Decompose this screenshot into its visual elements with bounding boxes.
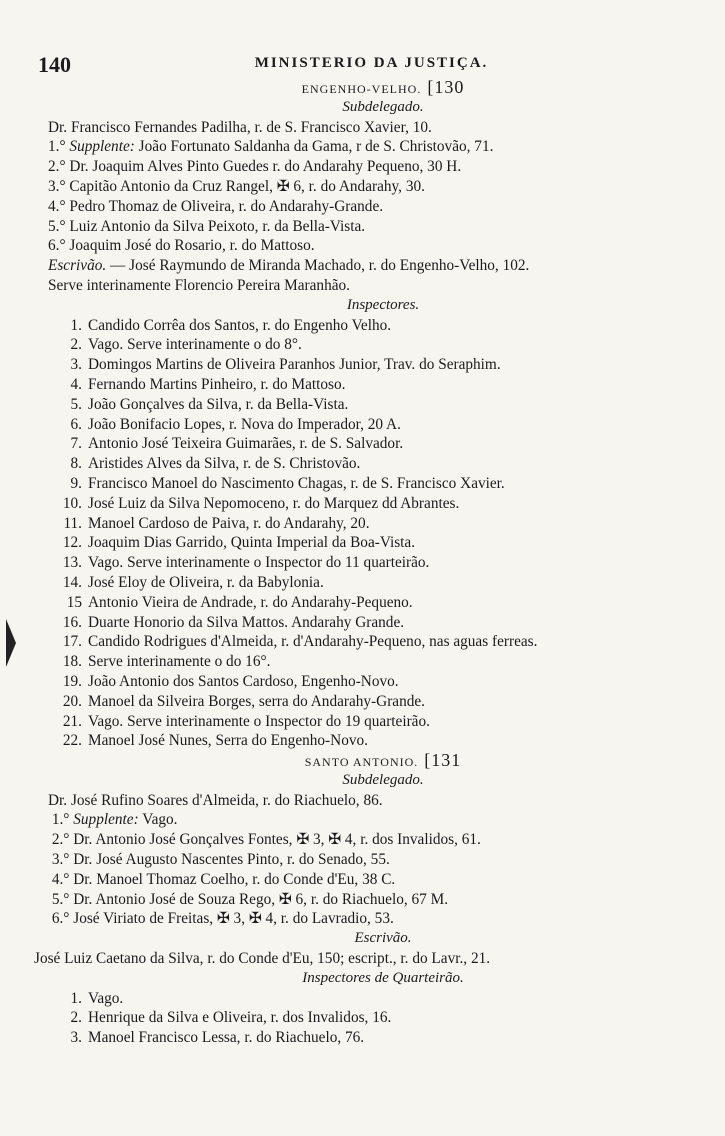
list-item: Dr. Francisco Fernandes Padilha, r. de S. Francisco Xavier, 10.: [48, 118, 432, 136]
list-item: 1. Candido Corrêa dos Santos, r. do Engenho Velho.: [70, 316, 392, 334]
list-item: 19. João Antonio dos Santos Cardoso, Engenho-Novo.: [62, 672, 399, 690]
list-item: 14. José Eloy de Oliveira, r. da Babylonia.: [62, 573, 324, 591]
list-item: 9. Francisco Manoel do Nascimento Chagas, r. de S. Francisco Xavier.: [70, 474, 505, 492]
list-item: 3.° Dr. José Augusto Nascentes Pinto, r. do Senado, 55.: [51, 851, 390, 869]
list-item: Dr. José Rufino Soares d'Almeida, r. do Riachuelo, 86.: [48, 791, 383, 809]
list-item: 5.° Luiz Antonio da Silva Peixoto, r. da Bella-Vista.: [48, 217, 366, 235]
inspectores-list: [48, 989, 718, 1048]
list-item: 2.° Dr. Joaquim Alves Pinto Guedes r. do Andarahy Pequeno, 30 H.: [48, 158, 462, 176]
page-header: [38, 52, 705, 78]
page-number: 140: [38, 52, 71, 77]
list-item: 12. Joaquim Dias Garrido, Quinta Imperial da Boa-Vista.: [62, 534, 416, 552]
list-item: 13. Vago. Serve interinamente o Inspector do 11 quarteirão.: [62, 554, 430, 572]
subdelegado-list: [48, 791, 718, 930]
list-item: 6. João Bonifacio Lopes, r. Nova do Imperador, 20 A.: [70, 415, 401, 433]
list-item: Serve interinamente Florencio Pereira Maranhão.: [48, 276, 350, 294]
list-item: 8. Aristides Alves da Silva, r. de S. Christovão.: [70, 455, 361, 473]
list-item: 3.° Capitão Antonio da Cruz Rangel, ✠ 6, r. do Andarahy, 30.: [48, 177, 425, 195]
list-item: 20. Manoel da Silveira Borges, serra do Andarahy-Grande.: [62, 692, 425, 710]
escrivao-line: José Luiz Caetano da Silva, r. do Conde d'Eu, 150; escript., r. do Lavr., 21.: [34, 950, 491, 968]
list-item: 18. Serve interinamente o do 16°.: [62, 653, 271, 671]
margin-mark-icon: [4, 615, 18, 671]
list-item: 1.° Supplente: João Fortunato Saldanha da Gama, r de S. Christovão, 71.: [48, 138, 494, 156]
list-item: 16. Duarte Honorio da Silva Mattos. Andarahy Grande.: [62, 613, 405, 631]
list-item: 4.° Dr. Manoel Thomaz Coelho, r. do Conde d'Eu, 38 C.: [51, 870, 396, 888]
list-item: Escrivão. — José Raymundo de Miranda Machado, r. do Engenho-Velho, 102.: [48, 257, 530, 275]
inspectores-list: [48, 316, 718, 752]
escrivao-heading: Escrivão.: [354, 930, 412, 947]
list-item: 3. Manoel Francisco Lessa, r. do Riachuelo, 76.: [70, 1029, 365, 1047]
list-item: 17. Candido Rodrigues d'Almeida, r. d'Andarahy-Pequeno, nas aguas ferreas.: [62, 633, 538, 651]
list-item: 5.° Dr. Antonio José de Souza Rego, ✠ 6, r. do Riachuelo, 67 M.: [51, 890, 449, 908]
section-subheading: Subdelegado.: [342, 98, 424, 115]
list-item: 2.° Dr. Antonio José Gonçalves Fontes, ✠ 3, ✠ 4, r. dos Invalidos, 61.: [51, 831, 481, 849]
subdelegado-list: [48, 118, 718, 296]
list-item: 2. Henrique da Silva e Oliveira, r. dos Invalidos, 16.: [70, 1009, 392, 1027]
list-item: 3. Domingos Martins de Oliveira Paranhos Junior, Trav. do Seraphim.: [70, 356, 501, 374]
list-item: 1.° Supplente: Vago.: [51, 811, 178, 829]
list-item: 5. João Gonçalves da Silva, r. da Bella-Vista.: [70, 395, 349, 413]
list-item: 21. Vago. Serve interinamente o Inspector do 19 quarteirão.: [62, 712, 430, 730]
list-item: 2. Vago. Serve interinamente o do 8°.: [70, 336, 302, 354]
section-subheading: Subdelegado.: [342, 771, 424, 788]
section-heading: ENGENHO-VELHO. [130: [301, 77, 465, 97]
list-item: 6.° José Viriato de Freitas, ✠ 3, ✠ 4, r. do Lavradio, 53.: [51, 910, 394, 928]
list-item: 4.° Pedro Thomaz de Oliveira, r. do Andarahy-Grande.: [48, 197, 384, 215]
list-item: 7. Antonio José Teixeira Guimarães, r. de S. Salvador.: [70, 435, 404, 453]
list-item: 11. Manoel Cardoso de Paiva, r. do Andarahy, 20.: [63, 514, 370, 532]
list-item: 22. Manoel José Nunes, Serra do Engenho-Novo.: [62, 732, 368, 750]
page-content: [34, 77, 718, 1048]
inspectores-heading: Inspectores.: [346, 296, 420, 313]
list-item: 10. José Luiz da Silva Nepomoceno, r. do Marquez dd Abrantes.: [62, 494, 460, 512]
running-title: MINISTERIO DA JUSTIÇA.: [254, 55, 489, 71]
section-heading: SANTO ANTONIO. [131: [304, 750, 462, 771]
list-item: 15 Antonio Vieira de Andrade, r. do Andarahy-Pequeno.: [66, 593, 413, 611]
list-item: 1. Vago.: [70, 989, 124, 1007]
inspectores-heading: Inspectores de Quarteirão.: [302, 969, 464, 986]
list-item: 4. Fernando Martins Pinheiro, r. do Mattoso.: [70, 375, 346, 393]
list-item: 6.° Joaquim José do Rosario, r. do Mattoso.: [48, 237, 315, 255]
